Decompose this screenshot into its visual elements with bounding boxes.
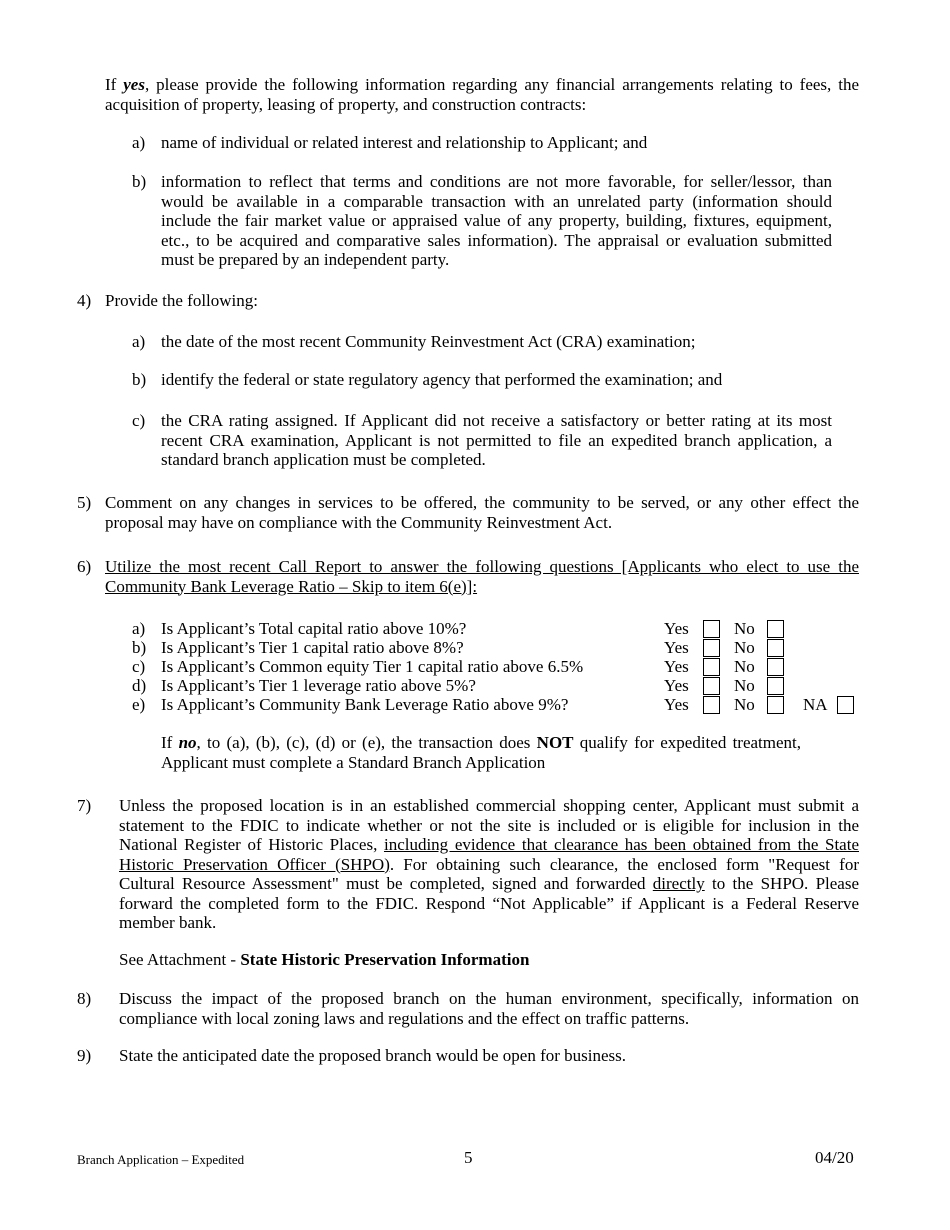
intro-yes: yes <box>123 75 145 94</box>
q6-e-yes-checkbox[interactable] <box>703 696 720 714</box>
intro-item-a-marker: a) <box>132 133 146 152</box>
q7-text-2: . For obtaining such clearance, the enclosed form "Request for Cultural Resource Assessment" must be completed, signed and forwarded <box>119 854 860 893</box>
q4-item-b-marker: b) <box>132 370 147 389</box>
q9-text: State the anticipated date the proposed branch would be open for business. <box>119 1046 627 1065</box>
q6-e-na-checkbox[interactable] <box>837 696 854 714</box>
q7-text-underlined: including evidence that clearance has been obtained from the State Historic Preservation Officer (SHPO) <box>119 835 859 874</box>
q6-heading <box>105 557 859 596</box>
q6-a-yes-checkbox[interactable] <box>703 620 720 638</box>
q6-b-yes-checkbox[interactable] <box>703 639 720 657</box>
q6-question-row-e <box>0 695 950 714</box>
q6-c-text: Is Applicant’s Common equity Tier 1 capital ratio above 6.5% <box>161 657 584 676</box>
q6-d-no-label: No <box>734 676 755 695</box>
intro-paragraph <box>105 75 859 114</box>
q8-text: Discuss the impact of the proposed branch on the human environment, specifically, information on compliance with local zoning laws and regulations and the effect on traffic patterns. <box>119 989 859 1028</box>
q6-question-row-c <box>0 657 950 676</box>
intro-if: If <box>105 75 117 94</box>
q6-b-no-checkbox[interactable] <box>767 639 784 657</box>
q6-heading-text: Utilize the most recent Call Report to answer the following questions [Applicants who elect to use the Community Bank Leverage Ratio – Skip to item 6(e)]: <box>105 557 859 596</box>
q6-a-no-checkbox[interactable] <box>767 620 784 638</box>
q6-a-yes-label: Yes <box>664 619 689 638</box>
q7-text <box>119 796 859 933</box>
q4-item-a-marker: a) <box>132 332 146 351</box>
q6-note-no: no <box>178 733 197 752</box>
q6-d-text: Is Applicant’s Tier 1 leverage ratio above 5%? <box>161 676 476 695</box>
intro-text: , please provide the following information regarding any financial arrangements relating to fees, the acquisition of property, leasing of property, and construction contracts: <box>105 75 859 114</box>
q6-d-yes-label: Yes <box>664 676 689 695</box>
q6-a-no-label: No <box>734 619 755 638</box>
q7-text-1: Unless the proposed location is in an established commercial shopping center, Applicant must submit a statement to the FDIC to indicate whether or not the site is included or is eligible for inclusion in the National Register of Historic Places, <box>119 796 859 854</box>
q6-c-marker: c) <box>132 657 146 676</box>
intro-item-b-marker: b) <box>132 172 147 191</box>
q8-number: 8) <box>77 989 92 1008</box>
q6-c-yes-label: Yes <box>664 657 689 676</box>
q6-b-marker: b) <box>132 638 147 657</box>
q6-b-text: Is Applicant’s Tier 1 capital ratio above 8%? <box>161 638 464 657</box>
q6-note-end: qualify for expedited treatment, Applicant must complete a Standard Branch Application <box>161 733 802 772</box>
q7-see-bold: State Historic Preservation Information <box>240 950 530 969</box>
q7-text-directly: directly <box>652 874 705 893</box>
q6-e-no-checkbox[interactable] <box>767 696 784 714</box>
intro-item-a-text: name of individual or related interest and relationship to Applicant; and <box>161 133 648 152</box>
q6-c-no-label: No <box>734 657 755 676</box>
q6-note-mid: , to (a), (b), (c), (d) or (e), the transaction does <box>196 733 531 752</box>
q6-e-na-label: NA <box>803 695 828 714</box>
q7-see-prefix: See Attachment - <box>119 950 237 969</box>
q6-number: 6) <box>77 557 92 576</box>
q6-note <box>161 733 801 772</box>
footer-left: Branch Application – Expedited <box>77 1152 245 1167</box>
q9-number: 9) <box>77 1046 92 1065</box>
q6-b-yes-label: Yes <box>664 638 689 657</box>
q6-d-no-checkbox[interactable] <box>767 677 784 695</box>
footer-page-number: 5 <box>464 1148 473 1167</box>
q6-b-no-label: No <box>734 638 755 657</box>
q6-d-yes-checkbox[interactable] <box>703 677 720 695</box>
q6-d-marker: d) <box>132 676 147 695</box>
q6-e-marker: e) <box>132 695 146 714</box>
q4-item-c-text: the CRA rating assigned. If Applicant did not receive a satisfactory or better rating at its most recent CRA examination, Applicant is not permitted to file an expedited branch application, a standard branch application must be completed. <box>161 411 832 469</box>
q4-item-a-text: the date of the most recent Community Reinvestment Act (CRA) examination; <box>161 332 696 351</box>
q6-note-not: NOT <box>536 733 574 752</box>
q7-number: 7) <box>77 796 92 815</box>
q7-text-3: to the SHPO. Please forward the completed form to the FDIC. Respond “Not Applicable” if Applicant is a Federal Reserve member bank. <box>119 874 860 932</box>
q6-c-yes-checkbox[interactable] <box>703 658 720 676</box>
q6-e-no-label: No <box>734 695 755 714</box>
q6-question-row-a <box>0 619 950 638</box>
q6-e-yes-label: Yes <box>664 695 689 714</box>
q7-see-attachment <box>119 950 859 970</box>
q6-question-row-d <box>0 676 950 695</box>
q4-item-c-marker: c) <box>132 411 146 430</box>
footer-date: 04/20 <box>815 1148 854 1167</box>
q6-a-text: Is Applicant’s Total capital ratio above 10%? <box>161 619 467 638</box>
q4-item-b-text: identify the federal or state regulatory agency that performed the examination; and <box>161 370 723 389</box>
q6-question-row-b <box>0 638 950 657</box>
intro-item-b-text: information to reflect that terms and conditions are not more favorable, for seller/lessor, than would be available in a comparable transaction with an unrelated party (information should include the fair market value or appraised value of any property, building, fixtures, equipment, etc., to be acquired and comparative sales information). The appraisal or evaluation submitted must be prepared by an independent party. <box>161 172 832 269</box>
q6-c-no-checkbox[interactable] <box>767 658 784 676</box>
q4-number: 4) <box>77 291 92 310</box>
q6-e-text: Is Applicant’s Community Bank Leverage Ratio above 9%? <box>161 695 569 714</box>
q5-number: 5) <box>77 493 92 512</box>
q5-text: Comment on any changes in services to be offered, the community to be served, or any other effect the proposal may have on compliance with the Community Reinvestment Act. <box>105 493 859 532</box>
q6-a-marker: a) <box>132 619 146 638</box>
q6-note-if: If <box>161 733 173 752</box>
q4-text: Provide the following: <box>105 291 258 310</box>
